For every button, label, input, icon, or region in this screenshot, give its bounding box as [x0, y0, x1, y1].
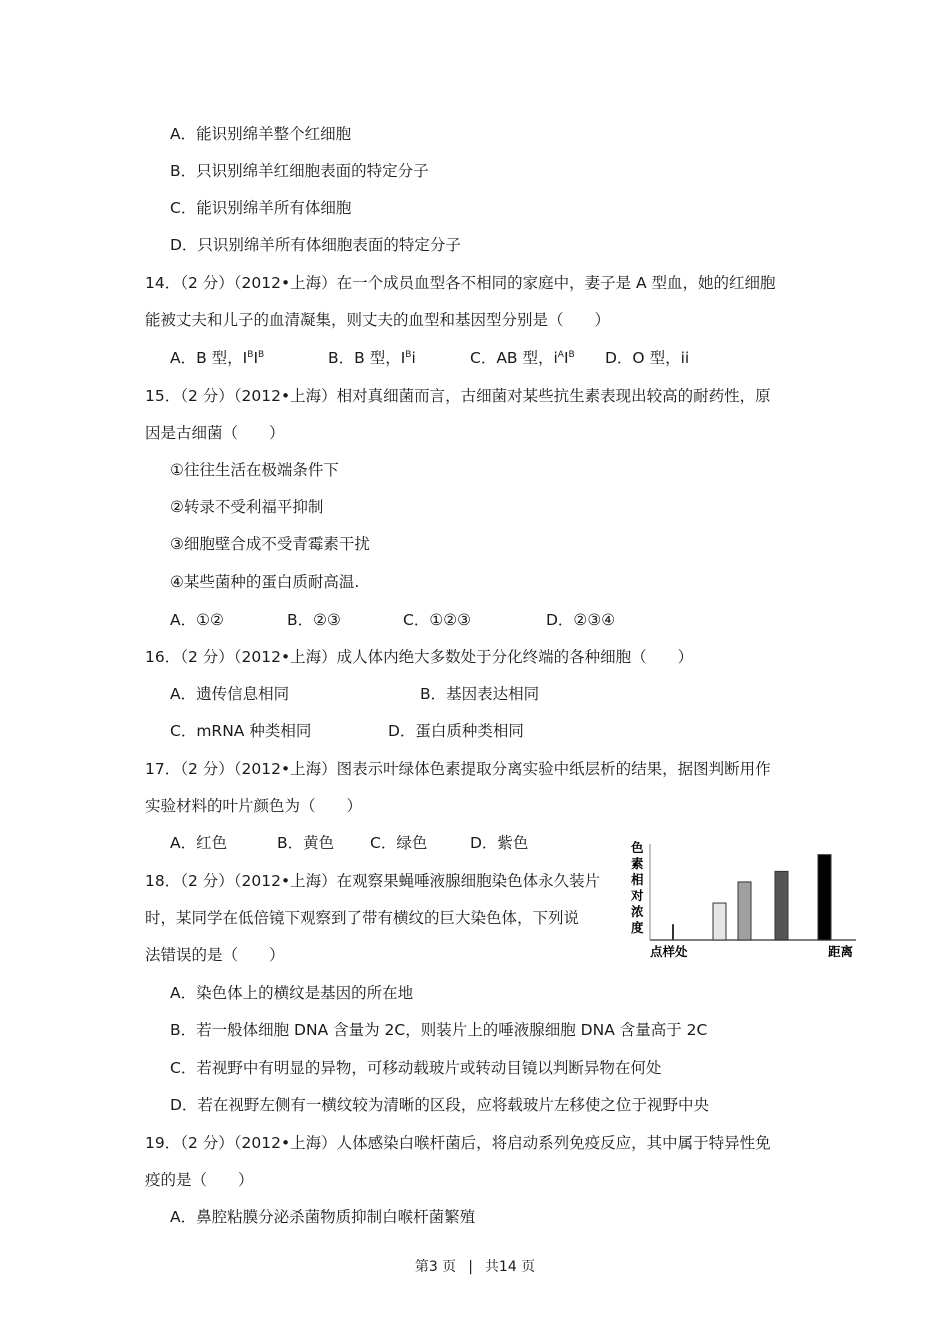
- q18-stem-line2: 时，某同学在低倍镜下观察到了带有横纹的巨大染色体，下列说: [145, 909, 580, 927]
- q16-option-b: B．基因表达相同: [420, 685, 540, 703]
- x-axis-label: 距离: [828, 944, 854, 959]
- q16-option-d: D．蛋白质种类相同: [388, 722, 524, 740]
- pigment-band-bar: [818, 855, 831, 940]
- y-axis-label-char: 度: [631, 920, 644, 935]
- pigment-band-bar: [738, 882, 751, 940]
- q15-item-4: ④某些菌种的蛋白质耐高温.: [170, 573, 360, 591]
- q15-option-c: C．①②③: [403, 611, 472, 629]
- y-axis-label-char: 浓: [631, 904, 644, 919]
- page-number: 第3 页: [414, 1259, 457, 1275]
- q18-option-c: C．若视野中有明显的异物，可移动载玻片或转动目镜以判断异物在何处: [170, 1059, 662, 1077]
- q17-option-a: A．红色: [170, 834, 228, 852]
- q16-option-c: C．mRNA 种类相同: [170, 722, 312, 740]
- q15-option-b: B．②③: [287, 611, 341, 629]
- q19-stem-line1: 19．（2 分）（2012•上海）人体感染白喉杆菌后，将启动系列免疫反应，其中属于特异性免: [145, 1134, 771, 1152]
- q18-option-b: B．若一般体细胞 DNA 含量为 2C，则装片上的唾液腺细胞 DNA 含量高于 2C: [170, 1021, 708, 1039]
- footer-separator: |: [468, 1259, 473, 1275]
- origin-label: 点样处: [650, 944, 688, 959]
- q15-option-a: A．①②: [170, 611, 224, 629]
- q13-option-b: B．只识别绵羊红细胞表面的特定分子: [170, 162, 429, 180]
- y-axis-label-char: 对: [631, 888, 644, 903]
- q14-option-c: C．AB 型，$i^AI^B$: [470, 349, 575, 367]
- q18-stem-line3: 法错误的是（ ）: [145, 946, 285, 964]
- q18-option-d: D．若在视野左侧有一横纹较为清晰的区段，应将载玻片左移使之位于视野中央: [170, 1096, 709, 1114]
- q17-option-c: C．绿色: [370, 834, 428, 852]
- pigment-band-bar: [775, 871, 788, 940]
- y-axis-label-char: 相: [631, 872, 644, 887]
- chromatography-chart: [628, 836, 864, 964]
- q16-stem: 16．（2 分）（2012•上海）成人体内绝大多数处于分化终端的各种细胞（ ）: [145, 648, 694, 666]
- q14-stem-line1: 14．（2 分）（2012•上海）在一个成员血型各不相同的家庭中，妻子是 A 型血，她的红细胞: [145, 274, 776, 292]
- q15-stem-line2: 因是古细菌（ ）: [145, 424, 285, 442]
- q13-option-a: A．能识别绵羊整个红细胞: [170, 125, 352, 143]
- q19-option-a: A．鼻腔粘膜分泌杀菌物质抑制白喉杆菌繁殖: [170, 1208, 476, 1226]
- q13-option-c: C．能识别绵羊所有体细胞: [170, 199, 352, 217]
- q16-option-a: A．遗传信息相同: [170, 685, 290, 703]
- q14-option-a: A．B 型，$I^BI^B$: [170, 349, 265, 367]
- chart-ylabel: [630, 840, 644, 935]
- pigment-band-bar: [713, 903, 726, 940]
- pigment-band-bar: [672, 924, 674, 940]
- q17-option-b: B．黄色: [277, 834, 335, 852]
- q14-option-b: B．B 型，$I^Bi$: [328, 349, 416, 367]
- y-axis-label-char: 素: [631, 856, 644, 871]
- page-total: 共14 页: [484, 1259, 536, 1275]
- q15-item-2: ②转录不受利福平抑制: [170, 498, 324, 516]
- q17-stem-line2: 实验材料的叶片颜色为（ ）: [145, 797, 363, 815]
- q15-item-3: ③细胞壁合成不受青霉素干扰: [170, 535, 370, 553]
- q14-option-d: D．O 型，ii: [605, 349, 690, 367]
- q17-stem-line1: 17．（2 分）（2012•上海）图表示叶绿体色素提取分离实验中纸层析的结果，据图判断用作: [145, 760, 771, 778]
- q15-item-1: ①往往生活在极端条件下: [170, 461, 339, 479]
- q18-option-a: A．染色体上的横纹是基因的所在地: [170, 984, 414, 1002]
- q18-stem-line1: 18．（2 分）（2012•上海）在观察果蝇唾液腺细胞染色体永久装片: [145, 872, 601, 890]
- page-footer: [0, 1256, 950, 1276]
- q15-stem-line1: 15．（2 分）（2012•上海）相对真细菌而言，古细菌对某些抗生素表现出较高的耐药性，原: [145, 387, 771, 405]
- y-axis-label-char: 色: [631, 840, 644, 855]
- q13-option-d: D．只识别绵羊所有体细胞表面的特定分子: [170, 236, 461, 254]
- q19-stem-line2: 疫的是（ ）: [145, 1171, 254, 1189]
- q17-option-d: D．紫色: [470, 834, 529, 852]
- q15-option-d: D．②③④: [546, 611, 616, 629]
- q14-stem-line2: 能被丈夫和儿子的血清凝集，则丈夫的血型和基因型分别是（ ）: [145, 311, 611, 329]
